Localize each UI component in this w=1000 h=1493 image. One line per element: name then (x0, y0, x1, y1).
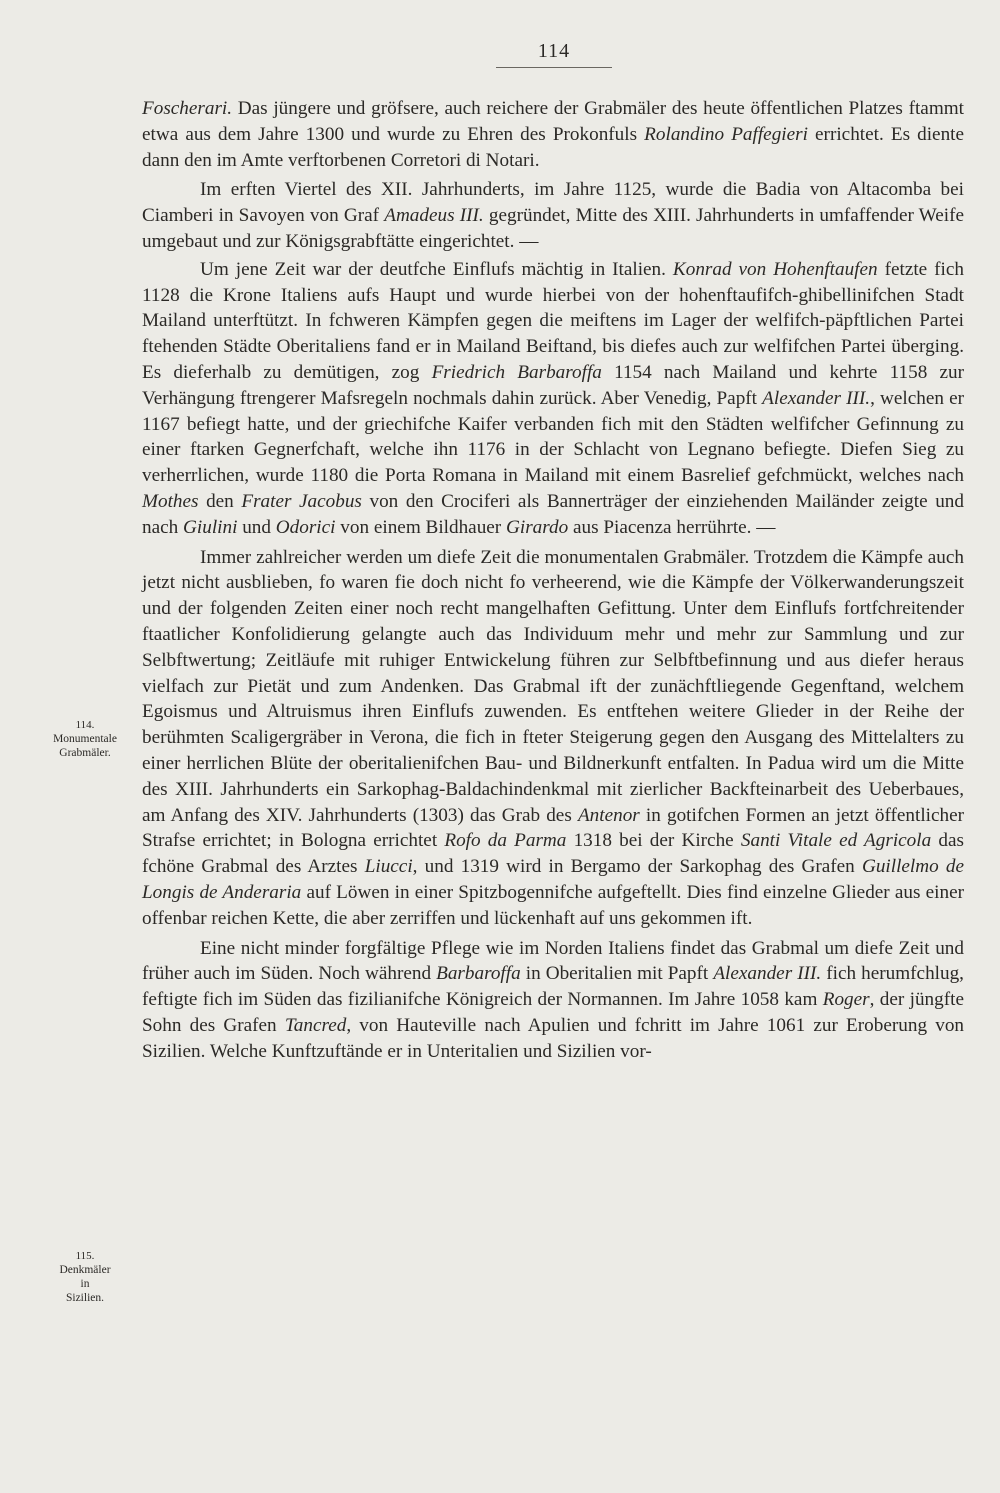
italic-name-run: Odorici (275, 516, 336, 538)
marginal-note-115 (44, 1249, 126, 1305)
paragraph-p4 (142, 545, 964, 932)
text-run: 1318 bei der Kirche (566, 830, 741, 852)
text-run: Im erften Viertel des XII. Jahrhunderts, im Jahre 1125, wurde die Badia von Altacomba bei Ciamberi in Savoyen von Graf (142, 179, 964, 227)
marginal-note-number: 114. (75, 719, 95, 731)
italic-name-run: Foscherari. (142, 98, 233, 119)
text-run: , welchen er 1167 befiegt hatte, und der griechifche Kaifer verbanden fich mit den Städten welfifcher Gefinnung zu einer ftarken Gegnerfchaft, welche ihn 1176 in der Schlacht von Legnano befiegte. Diefen Sieg zu verherrlichen, wurde 1180 die Porta Romana in Mailand mit einem Basrelief gefchmückt, welches nach (142, 387, 964, 487)
body-text (142, 96, 964, 1064)
text-run: , der jüngfte Sohn des Grafen (142, 989, 964, 1036)
paragraph-p2 (142, 177, 964, 254)
italic-name-run: Roger (822, 989, 870, 1011)
italic-name-run: Barbaroffa (436, 963, 521, 985)
italic-name-run: Alexander III. (713, 963, 822, 985)
text-run: 1154 nach Mailand und kehrte 1158 zur Verhängung ftrengerer Mafsregeln nochmals dahin zurück. Aber Venedig, Papft (142, 361, 964, 409)
italic-name-run: Girardo (506, 516, 569, 538)
italic-name-run: Antenor (577, 804, 640, 826)
page-number-rule (496, 67, 612, 68)
text-run: fetzte fich 1128 die Krone Italiens aufs Haupt und wurde hierbei von der hohenftaufifch-ghibellinifchen Stadt Mailand unterftützt. In fchweren Kämpfen gegen die meiftens im Lager der welfifch-päpftlichen Partei ftehenden Städte Oberitaliens fand er in Mailand Beiftand, bis diefes auch zur welfifchen Partei überging. Es dieferhalb zu demütigen, zog (142, 258, 964, 383)
marginal-note-line: in (80, 1278, 90, 1290)
italic-name-run: Amadeus III. (384, 205, 484, 227)
paragraph-p1 (142, 96, 964, 173)
italic-name-run: Rofo da Parma (444, 830, 567, 852)
text-run: Eine nicht minder forgfältige Pflege wie im Norden Italiens findet das Grabmal um diefe Zeit und früher auch im Süden. Noch während (142, 937, 964, 985)
text-run: den (198, 490, 242, 512)
text-run: das fchöne Grabmal des Arztes (142, 830, 964, 878)
paragraph-p3 (142, 257, 964, 541)
italic-name-run: Alexander III. (762, 387, 871, 409)
italic-name-run: Tancred (284, 1014, 347, 1036)
text-run: , und 1319 wird in Bergamo der Sarkophag des Grafen (412, 856, 862, 878)
text-run: aus Piacenza herrührte. — (568, 516, 776, 538)
italic-name-run: Friedrich Barbaroffa (431, 361, 602, 383)
text-run: von einem Bildhauer (335, 516, 506, 538)
text-run: Immer zahlreicher werden um diefe Zeit die monumentalen Grabmäler. Trotzdem die Kämpfe auch jetzt nicht ausblieben, fo waren fie doch nicht fo verheerend, wie die Kämpfe der Völkerwanderungszeit und der folgenden Zeiten einer noch recht mangelhaften Gefittung. Unter dem Einflufs fortfchreitender ftaatlicher Konfolidierung gelangte auch das Individuum mehr und mehr zur Sammlung und zur Selbftwertung; Zeitläufe mit ruhiger Entwickelung führen zur Selbftbefinnung und aus diefer heraus vielfach zur Pietät und zum Andenken. Das Grabmal ift der zunächftliegende Gegenftand, welchem Egoismus und Altruismus ihren Einflufs zuwenden. Es entftehen weitere Glieder in der Reihe der berühmten Scaligergräber in Verona, die fich in fteter Steigerung gegen den Ausgang des Mittelalters zu einer herrlichen Blüte der oberitalienifchen Bau- und Bildnerkunft entfalten. In Padua wird um die Mitte des XIII. Jahrhunderts ein Sarkophag-Baldachindenkmal mit zierlicher Backfteinarbeit des Ueberbaues, am Anfang des XIV. Jahrhunderts (1303) das Grab des (142, 546, 964, 826)
marginal-note-number: 115. (75, 1250, 95, 1262)
italic-name-run: Mothes (142, 490, 199, 512)
paragraph-p5 (142, 936, 964, 1065)
text-run: Um jene Zeit war der deutfche Einflufs mächtig in Italien. (200, 258, 673, 280)
italic-name-run: Rolandino Paffegieri (644, 123, 808, 145)
marginal-note-line: Monumentale (53, 733, 117, 745)
text-run: und (237, 516, 276, 538)
marginal-note-line: Sizilien. (65, 1292, 104, 1304)
text-run: von den Crociferi als Bannerträger der einziehenden Mailänder zeigte und nach (142, 490, 964, 538)
italic-name-run: Frater Jacobus (241, 490, 362, 512)
italic-name-run: Giulini (183, 516, 238, 538)
italic-name-run: Santi Vitale ed Agricola (740, 830, 932, 852)
text-run: auf Löwen in einer Spitzbogennifche aufgeftellt. Dies find einzelne Glieder aus einer offenbar reichen Kette, die aber zerriffen und lückenhaft auf uns gekommen ift. (142, 881, 964, 929)
text-run: fich herumfchlug, feftigte fich im Süden das fizilianifche Königreich der Normannen. Im Jahre 1058 kam (142, 963, 964, 1011)
page-number: 114 (537, 40, 571, 62)
italic-name-run: Konrad von Hohenftaufen (672, 258, 878, 280)
text-run: , von Hauteville nach Apulien und fchritt im Jahre 1061 zur Eroberung von Sizilien. Welche Kunftzuftände er in Unteritalien und Sizilien vor- (142, 1014, 965, 1062)
italic-name-run: Liucci (364, 856, 413, 878)
marginal-note-line: Grabmäler. (59, 747, 111, 759)
text-run: Das jüngere und gröfsere, auch reichere der Grabmäler des heute öffentlichen Platzes ftammt etwa aus dem Jahre 1300 und wurde zu Ehren des Prokonfuls (142, 98, 964, 145)
text-run: gegründet, Mitte des XIII. Jahrhunderts in umfaffender Weife umgebaut und zur Königsgrabftätte eingerichtet. — (142, 205, 964, 252)
text-run: in Oberitalien mit Papft (520, 963, 714, 985)
text-run: errichtet. Es diente dann den im Amte verftorbenen Corretori di Notari. (142, 123, 965, 171)
marginal-note-114 (44, 718, 126, 760)
text-run: in gotifchen Formen an jetzt öffentlicher Strafse errichtet; in Bologna errichtet (142, 804, 965, 852)
marginal-note-line: Denkmäler (59, 1264, 111, 1276)
italic-name-run: Guillelmo de Longis de Anderaria (142, 856, 965, 903)
